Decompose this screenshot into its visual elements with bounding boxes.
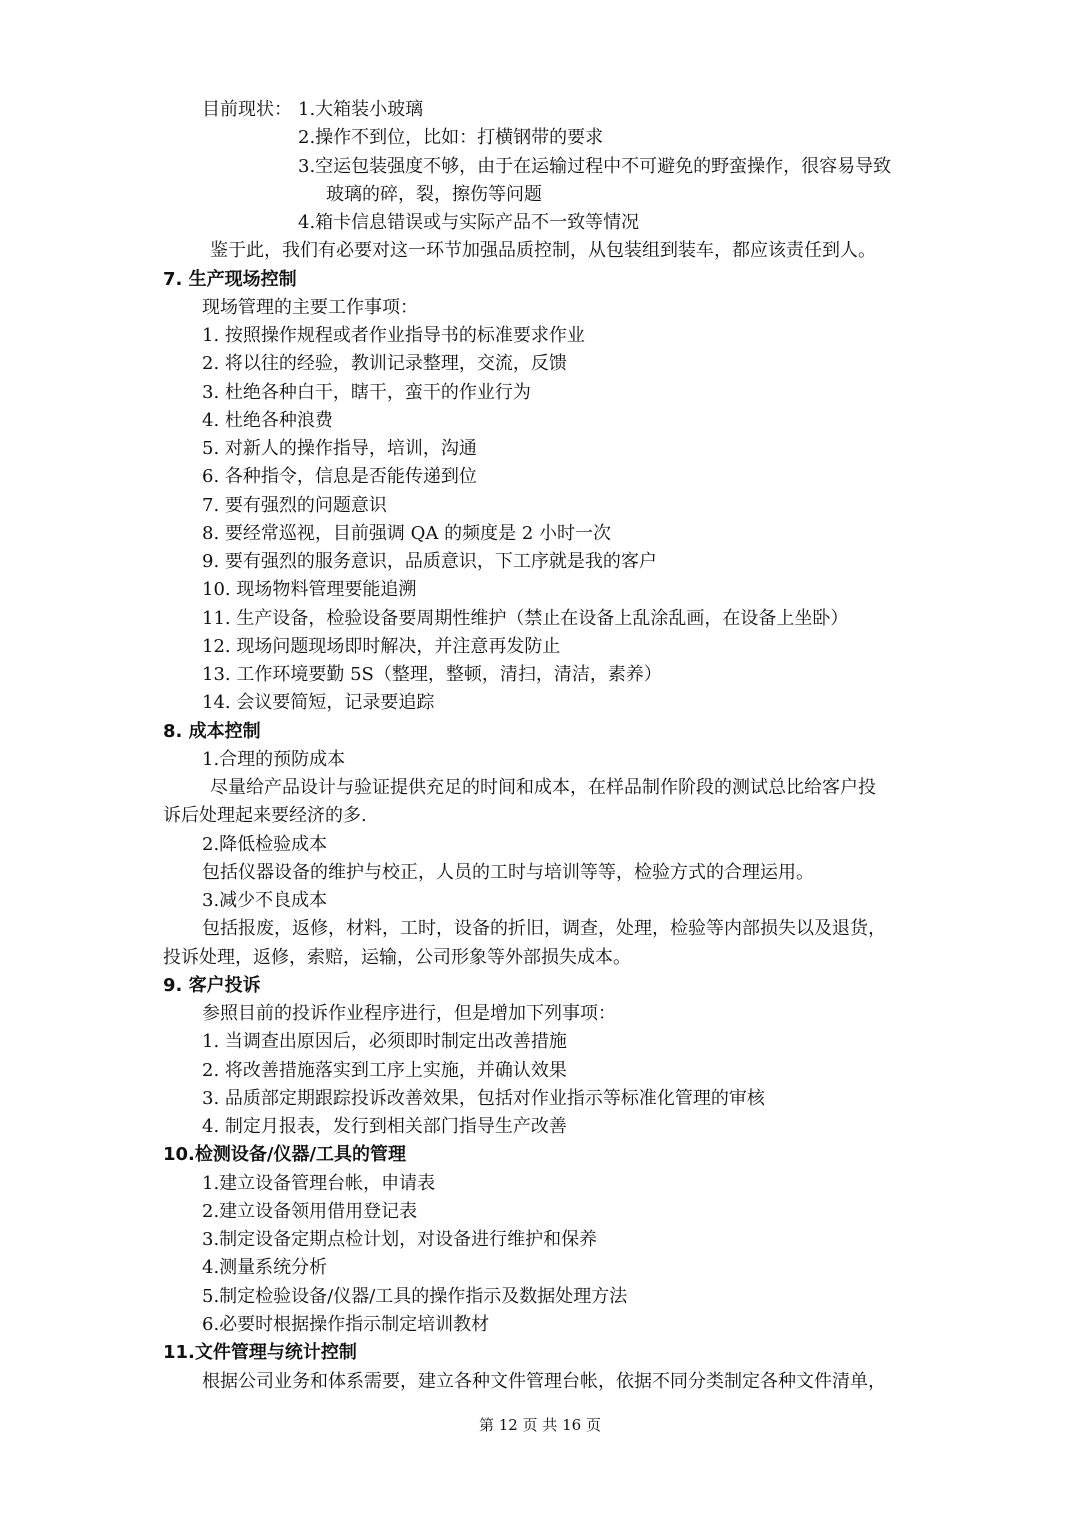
paragraph-line: 根据公司业务和体系需要，建立各种文件管理台帐，依据不同分类制定各种文件清单， [202, 1371, 886, 1392]
list-item: 1. 当调查出原因后，必须即时制定出改善措施 [202, 1031, 567, 1052]
paragraph-line: 包括报废，返修，材料，工时，设备的折旧，调查，处理，检验等内部损失以及退货， [202, 918, 886, 939]
status-item: 4.箱卡信息错误或与实际产品不一致等情况 [298, 212, 640, 233]
list-item: 4. 制定月报表，发行到相关部门指导生产改善 [202, 1116, 567, 1137]
paragraph-line: 尽量给产品设计与验证提供充足的时间和成本，在样品制作阶段的测试总比给客户投 [210, 777, 876, 798]
list-item: 2. 将以往的经验，教训记录整理，交流，反馈 [202, 353, 567, 374]
list-item: 5.制定检验设备/仪器/工具的操作指示及数据处理方法 [202, 1286, 628, 1307]
list-item: 13. 工作环境要勤 5S（整理，整顿，清扫，清洁，素养） [202, 664, 662, 685]
section-heading: 10.检测设备/仪器/工具的管理 [163, 1144, 407, 1165]
list-item: 3. 杜绝各种白干，瞎干，蛮干的作业行为 [202, 382, 531, 403]
list-item: 1. 按照操作规程或者作业指导书的标准要求作业 [202, 325, 585, 346]
list-item: 4.测量系统分析 [202, 1257, 328, 1278]
section-heading: 11.文件管理与统计控制 [163, 1342, 357, 1363]
paragraph-line: 投诉处理，返修，索赔，运输，公司形象等外部损失成本。 [163, 947, 631, 968]
section-heading: 7. 生产现场控制 [163, 269, 297, 290]
status-conclusion: 鉴于此，我们有必要对这一环节加强品质控制，从包装组到装车，都应该责任到人。 [210, 240, 876, 261]
list-item: 14. 会议要简短，记录要追踪 [202, 692, 435, 713]
section-heading: 9. 客户投诉 [163, 975, 261, 996]
paragraph-line: 诉后处理起来要经济的多. [163, 805, 367, 826]
subsection-title: 1.合理的预防成本 [202, 749, 346, 770]
section-intro: 现场管理的主要工作事项： [202, 297, 418, 318]
list-item: 6. 各种指令，信息是否能传递到位 [202, 466, 477, 487]
section-heading: 8. 成本控制 [163, 721, 261, 742]
subsection-title: 2.降低检验成本 [202, 834, 328, 855]
list-item: 12. 现场问题现场即时解决，并注意再发防止 [202, 636, 561, 657]
list-item: 2.建立设备领用借用登记表 [202, 1201, 418, 1222]
list-item: 5. 对新人的操作指导，培训，沟通 [202, 438, 477, 459]
page-number-footer: 第 12 页 共 16 页 [478, 1416, 601, 1434]
list-item: 3.制定设备定期点检计划，对设备进行维护和保养 [202, 1229, 598, 1250]
list-item: 6.必要时根据操作指示制定培训教材 [202, 1314, 490, 1335]
list-item: 11. 生产设备，检验设备要周期性维护（禁止在设备上乱涂乱画，在设备上坐卧） [202, 608, 849, 629]
list-item: 4. 杜绝各种浪费 [202, 410, 333, 431]
list-item: 9. 要有强烈的服务意识，品质意识，下工序就是我的客户 [202, 551, 657, 572]
section-intro: 参照目前的投诉作业程序进行，但是增加下列事项： [202, 1003, 616, 1024]
status-label: 目前现状： [202, 99, 292, 120]
list-item: 10. 现场物料管理要能追溯 [202, 579, 417, 600]
list-item: 3. 品质部定期跟踪投诉改善效果，包括对作业指示等标准化管理的审核 [202, 1088, 765, 1109]
subsection-title: 3.减少不良成本 [202, 890, 328, 911]
status-item: 2.操作不到位，比如：打横钢带的要求 [298, 127, 604, 148]
list-item: 7. 要有强烈的问题意识 [202, 495, 387, 516]
status-item: 1.大箱装小玻璃 [298, 99, 424, 120]
paragraph-line: 包括仪器设备的维护与校正，人员的工时与培训等等，检验方式的合理运用。 [202, 862, 814, 883]
status-item: 玻璃的碎，裂，擦伤等问题 [326, 184, 542, 205]
list-item: 1.建立设备管理台帐，申请表 [202, 1173, 436, 1194]
list-item: 2. 将改善措施落实到工序上实施，并确认效果 [202, 1060, 567, 1081]
status-item: 3.空运包装强度不够，由于在运输过程中不可避免的野蛮操作，很容易导致 [298, 156, 892, 177]
list-item: 8. 要经常巡视，目前强调 QA 的频度是 2 小时一次 [202, 523, 611, 544]
